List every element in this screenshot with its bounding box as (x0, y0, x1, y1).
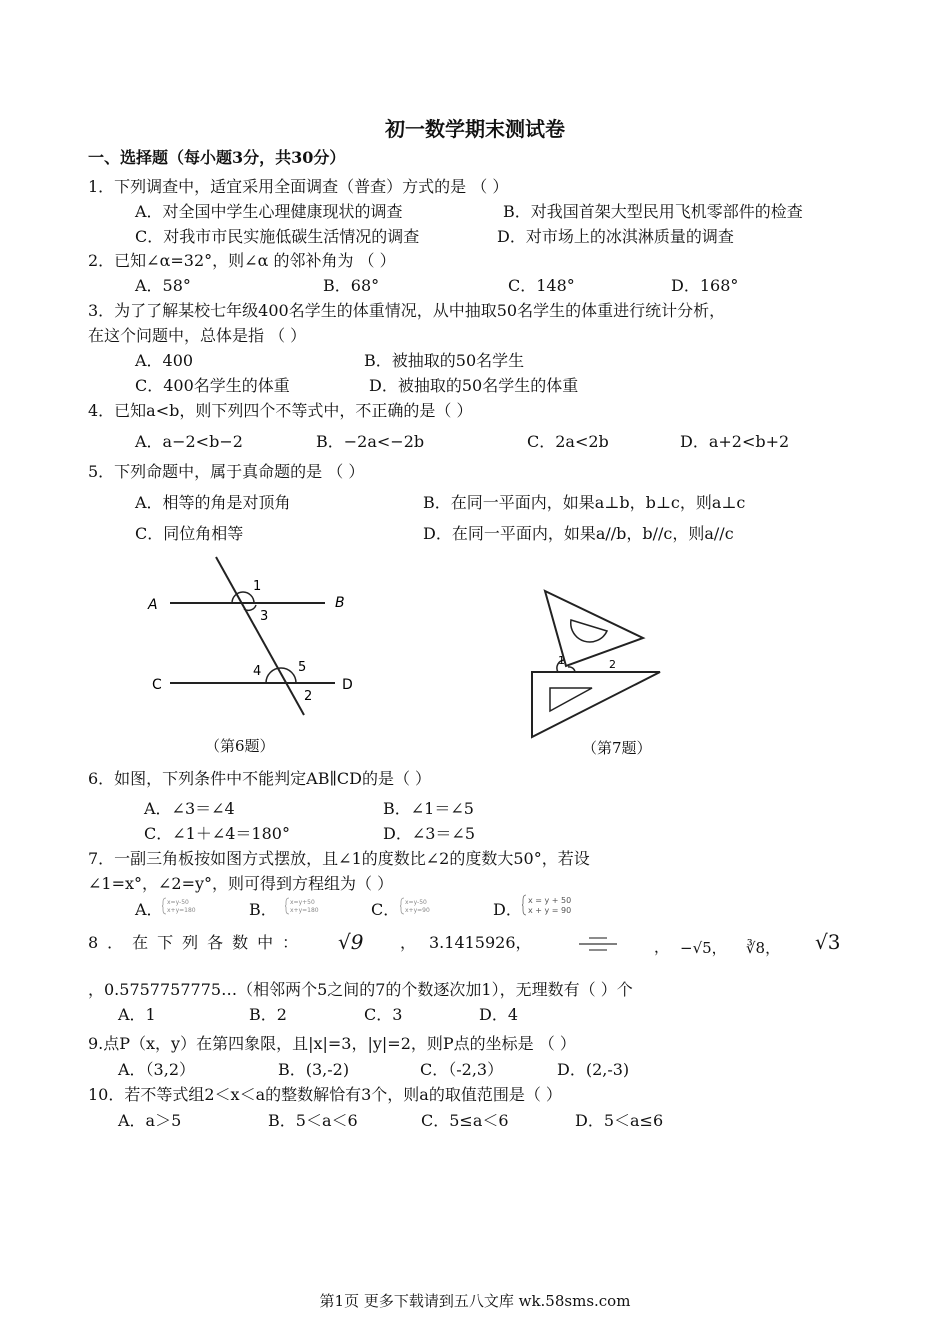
page-footer: 第1页 更多下载请到五八文库 wk.58sms.com (319, 1292, 631, 1310)
label-a: A (148, 597, 158, 613)
system-b-eq2: x+y=180 (290, 907, 319, 914)
q5-stem: 5．下列命题中，属于真命题的是 （ ） (88, 462, 365, 481)
system-a-eq1: x=y-50 (167, 899, 189, 906)
q6-option-b: B．∠1＝∠5 (383, 799, 474, 818)
q8-stem: 8．在下列各数中： (88, 933, 308, 952)
system-d-eq2: x + y = 90 (528, 906, 572, 915)
figure-7-caption: （第7题） (582, 739, 652, 757)
q7-system-b (285, 896, 333, 916)
q10-option-d: D．5＜a≤6 (575, 1111, 664, 1130)
q9-option-d: D．(2,-3) (557, 1060, 630, 1079)
q1-stem: 1．下列调查中，适宜采用全面调查（普查）方式的是 （ ） (88, 177, 509, 196)
q8-option-a: A．1 (118, 1005, 156, 1024)
lower-triangle (532, 672, 660, 737)
q8-stem-line2: ，0.5757757775…（相邻两个5之间的7的个数逐次加1），无理数有（ ）个 (88, 980, 633, 999)
q6-stem: 6．如图，下列条件中不能判定AB∥CD的是（ ） (88, 769, 432, 788)
section-heading: 一、选择题（每小题3分，共30分） (88, 148, 346, 167)
q8-number-neg-sqrt5: −√5， (680, 939, 727, 957)
q8-comma-2: ， (654, 938, 670, 956)
q7-option-a: A． (135, 900, 163, 919)
figure-6-parallel-lines (140, 555, 380, 730)
inner-triangle (550, 688, 592, 711)
figure-7-triangle-rulers (520, 585, 670, 740)
q1-option-b: B．对我国首架大型民用飞机零部件的检查 (503, 202, 803, 221)
q1-option-d: D．对市场上的冰淇淋质量的调查 (497, 227, 734, 246)
q4-option-d: D．a+2<b+2 (680, 432, 790, 451)
q7-system-c (400, 896, 440, 916)
q10-option-b: B．5＜a＜6 (268, 1111, 358, 1130)
system-c-eq1: x=y-50 (405, 899, 427, 906)
q2-option-c: C．148° (508, 276, 575, 295)
label-angle-1: 1 (558, 654, 565, 667)
q9-stem: 9.点P（x，y）在第四象限，且|x|=3，|y|=2，则P点的坐标是 （ ） (88, 1034, 576, 1053)
system-c-eq2: x+y=90 (405, 907, 430, 914)
figure-6-caption: （第6题） (205, 737, 275, 755)
q4-option-b: B．−2a<−2b (316, 432, 425, 451)
q7-stem-line1: 7．一副三角板按如图方式摆放，且∠1的度数比∠2的度数大50°，若设 (88, 849, 590, 868)
q9-option-b: B．(3,-2) (278, 1060, 350, 1079)
q3-stem-line2: 在这个问题中，总体是指 （ ） (88, 326, 307, 345)
q2-option-d: D．168° (671, 276, 739, 295)
q7-option-d: D． (493, 900, 522, 919)
q6-option-c: C．∠1＋∠4＝180° (144, 824, 290, 843)
q5-option-a: A．相等的角是对顶角 (135, 493, 291, 512)
q4-stem: 4．已知a<b，则下列四个不等式中，不正确的是（ ） (88, 401, 473, 420)
protractor-cutout (571, 620, 607, 642)
label-c: C (152, 677, 162, 693)
page-title: 初一数学期末测试卷 (385, 117, 565, 141)
q4-option-a: A．a−2<b−2 (135, 432, 243, 451)
q5-option-c: C．同位角相等 (135, 524, 244, 543)
q6-option-a: A．∠3＝∠4 (144, 799, 235, 818)
q3-option-b: B．被抽取的50名学生 (364, 351, 525, 370)
label-angle-5: 5 (298, 660, 307, 675)
label-b: B (335, 595, 345, 611)
q7-option-b: B． (249, 900, 277, 919)
label-angle-3: 3 (260, 609, 269, 624)
q2-option-b: B．68° (323, 276, 380, 295)
q8-number-pi-approx: 3.1415926， (429, 933, 532, 952)
label-angle-1: 1 (253, 579, 262, 594)
q3-option-d: D．被抽取的50名学生的体重 (369, 376, 579, 395)
q5-option-d: D．在同一平面内，如果a//b，b//c，则a//c (423, 524, 734, 543)
q8-option-c: C．3 (364, 1005, 403, 1024)
q10-option-c: C．5≤a＜6 (421, 1111, 509, 1130)
q1-option-c: C．对我市市民实施低碳生活情况的调查 (135, 227, 420, 246)
label-d: D (342, 677, 353, 693)
q7-system-a (162, 896, 202, 916)
q8-option-d: D．4 (479, 1005, 519, 1024)
q5-option-b: B．在同一平面内，如果a⊥b，b⊥c，则a⊥c (423, 493, 746, 512)
q2-option-a: A．58° (135, 276, 191, 295)
q8-comma-1: ， (400, 933, 417, 952)
label-angle-2: 2 (609, 658, 616, 671)
q8-number-sqrt9: √9 (338, 930, 364, 954)
q3-stem-line1: 3．为了了解某校七年级400名学生的体重情况，从中抽取50名学生的体重进行统计分析， (88, 301, 726, 320)
q8-fraction-graphic (577, 933, 621, 955)
q7-option-c: C． (371, 900, 400, 919)
q3-option-c: C．400名学生的体重 (135, 376, 290, 395)
q7-stem-line2: ∠1=x°，∠2=y°，则可得到方程组为（ ） (88, 874, 394, 893)
q8-option-b: B．2 (249, 1005, 287, 1024)
angle-arc-3 (244, 605, 256, 610)
q10-option-a: A．a＞5 (118, 1111, 182, 1130)
q1-option-a: A．对全国中学生心理健康现状的调查 (135, 202, 403, 221)
label-angle-4: 4 (253, 664, 262, 679)
label-angle-2: 2 (304, 689, 313, 704)
q9-option-c: C．（-2,3） (420, 1060, 504, 1079)
q3-option-a: A．400 (135, 351, 194, 370)
q2-stem: 2．已知∠α=32°，则∠α 的邻补角为 （ ） (88, 251, 396, 270)
q6-option-d: D．∠3＝∠5 (383, 824, 476, 843)
system-b-eq1: x=y+50 (290, 899, 315, 906)
q8-number-cbrt8: ∛8， (746, 939, 781, 957)
q8-number-sqrt3: √3 (815, 930, 841, 954)
q9-option-a: A．（3,2） (118, 1060, 196, 1079)
system-a-eq2: x+y=180 (167, 907, 196, 914)
q10-stem: 10．若不等式组2＜x＜a的整数解恰有3个，则a的取值范围是（ ） (88, 1085, 562, 1104)
q7-system-d (522, 893, 578, 917)
system-d-eq1: x = y + 50 (528, 896, 572, 905)
q4-option-c: C．2a<2b (527, 432, 609, 451)
